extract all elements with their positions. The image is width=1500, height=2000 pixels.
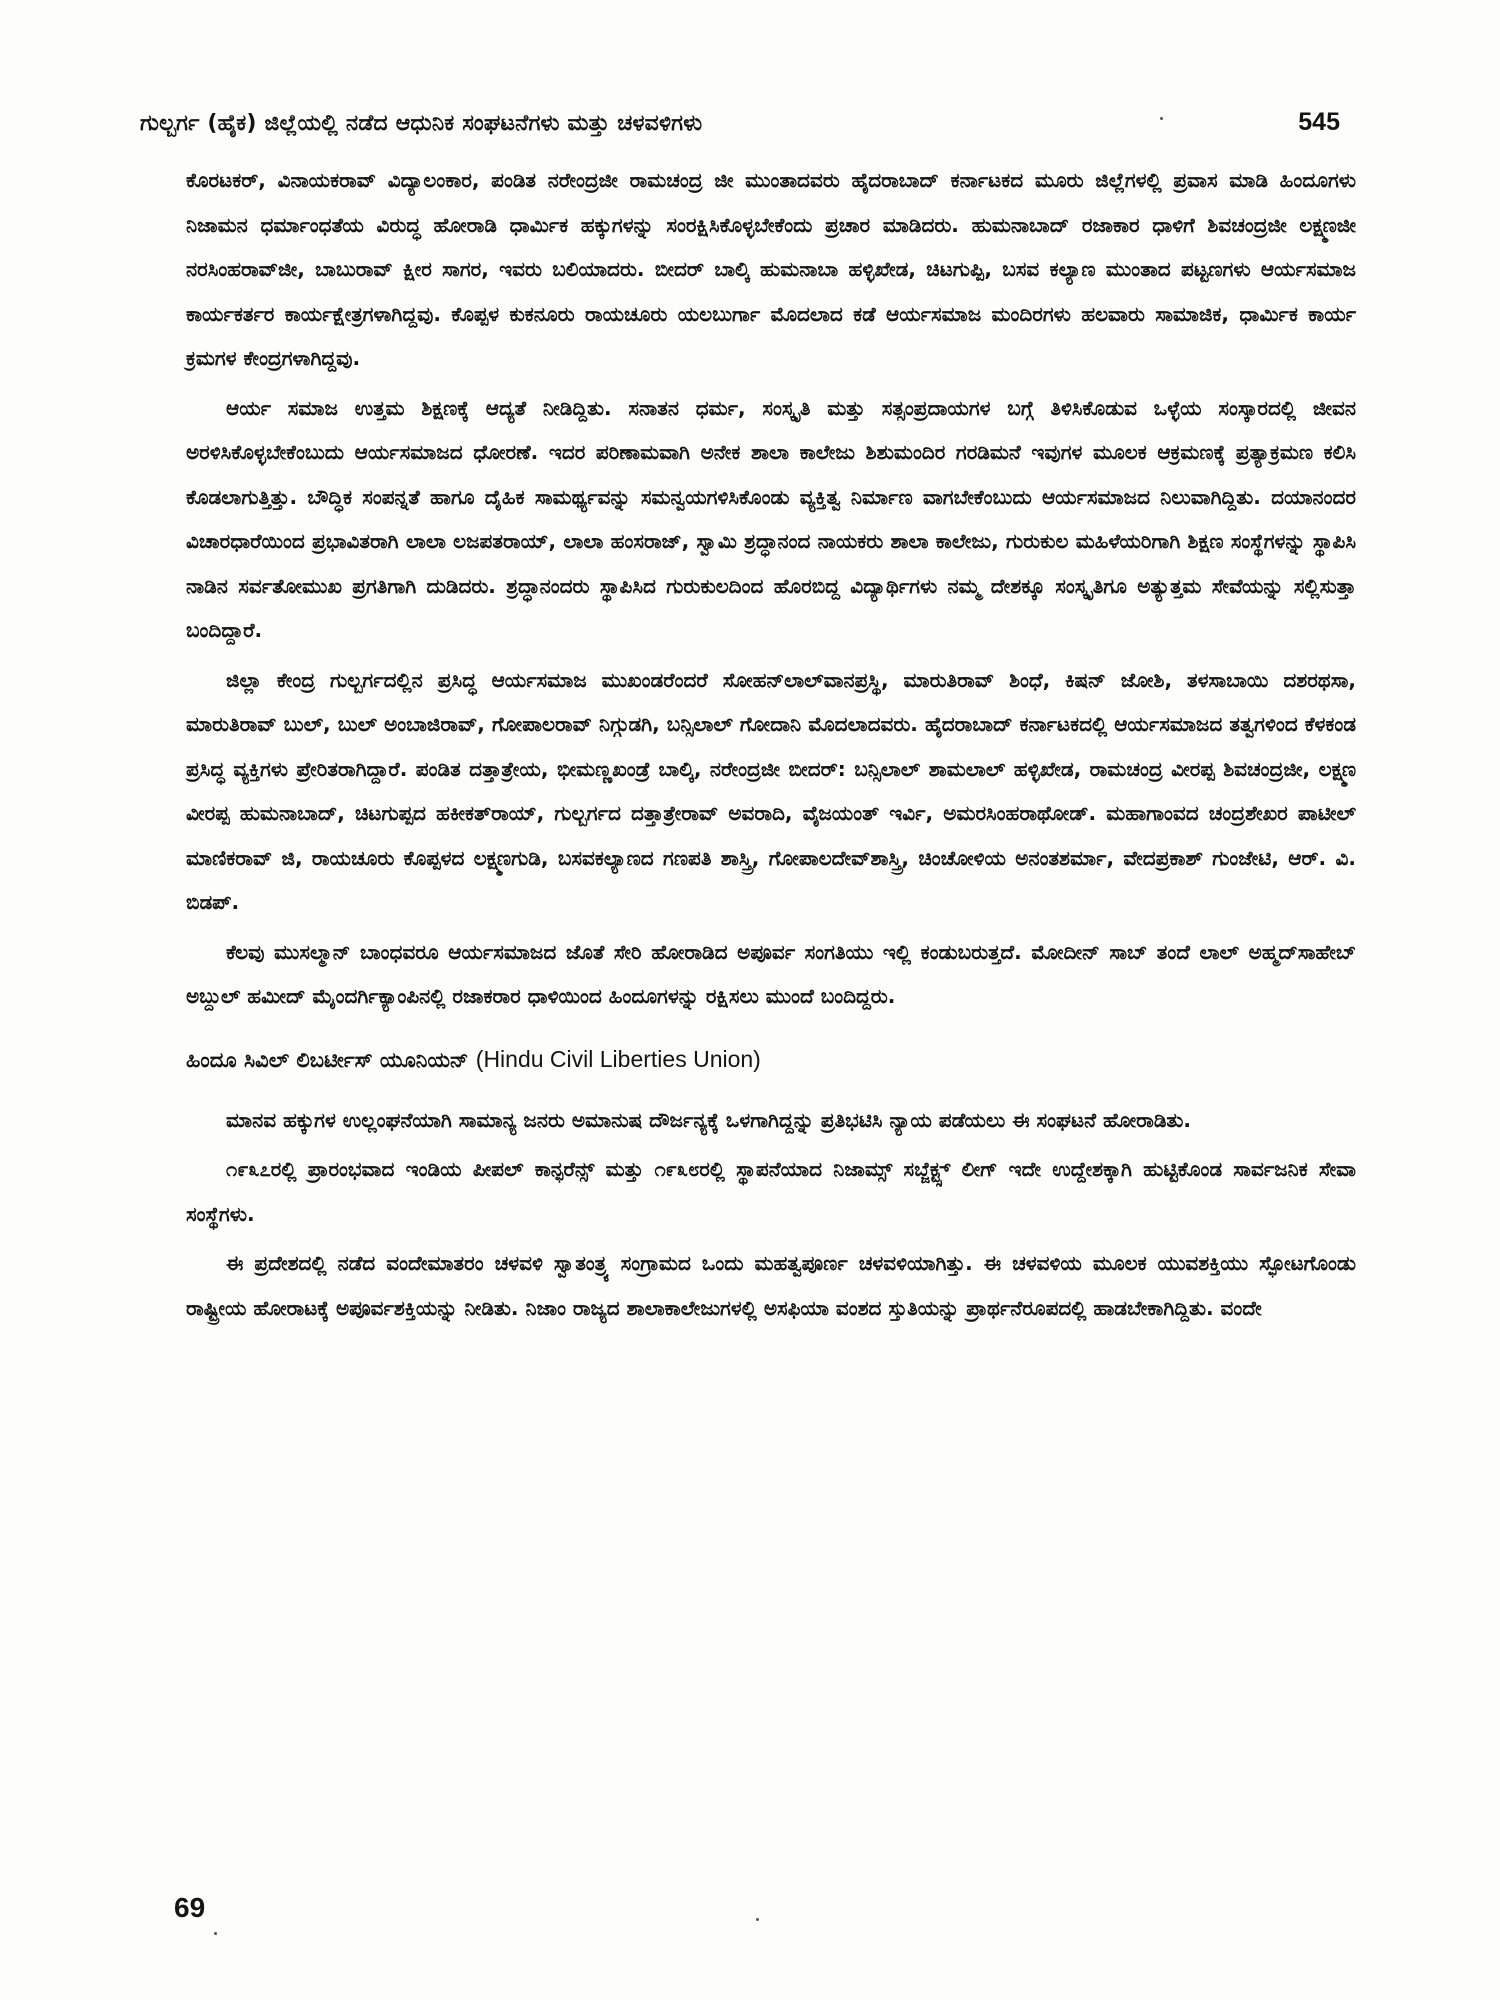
paragraph-3: ಜಿಲ್ಲಾ ಕೇಂದ್ರ ಗುಲ್ಬರ್ಗದಲ್ಲಿನ ಪ್ರಸಿದ್ಧ ಆರ್ಯಸಮಾಜ ಮುಖಂಡರೆಂದರೆ ಸೋಹನ್‌ಲಾಲ್‌ವಾನಪ್ರಸ್ಥಿ, ಮಾರುತಿರಾವ್ ಶಿಂಧೆ, ಕಿಷನ್ ಜೋಶಿ, ತಳಸಾಬಾಯಿ ದಶರಥಸಾ, ಮಾರುತಿರಾವ್ ಬುಲ್, ಬುಲ್ ಅಂಬಾಜಿರಾವ್, ಗೋಪಾಲರಾವ್ ನಿಗ್ಗುಡಗಿ, ಬನ್ಸಿಲಾಲ್ ಗೋದಾನಿ ಮೊದಲಾದವರು. ಹೈದರಾಬಾದ್ ಕರ್ನಾಟಕದಲ್ಲಿ ಆರ್ಯಸಮಾಜದ ತತ್ವಗಳಿಂದ ಕೆಳಕಂಡ ಪ್ರಸಿದ್ಧ ವ್ಯಕ್ತಿಗಳು ಪ್ರೇರಿತರಾಗಿದ್ದಾರೆ. ಪಂಡಿತ ದತ್ತಾತ್ರೇಯ, ಭೀಮಣ್ಣಖಂಡ್ರೆ ಬಾಲ್ಕಿ, ನರೇಂದ್ರಜೀ ಬೀದರ್: ಬನ್ಸಿಲಾಲ್ ಶಾಮಲಾಲ್ ಹಳ್ಳಿಖೇಡ, ರಾಮಚಂದ್ರ ವೀರಪ್ಪ ಶಿವಚಂದ್ರಜೀ, ಲಕ್ಷ್ಮಣ ವೀರಪ್ಪ ಹುಮನಾಬಾದ್, ಚಿಟಗುಪ್ಪದ ಹಕೀಕತ್‌ರಾಯ್, ಗುಲ್ಬರ್ಗದ ದತ್ತಾತ್ರೇರಾವ್ ಅವರಾದಿ, ವೈಜಯಂತ್ ಇರ್ವಿ, ಅಮರಸಿಂಹರಾಥೋಡ್. ಮಹಾಗಾಂವದ ಚಂದ್ರಶೇಖರ ಪಾಟೀಲ್ ಮಾಣಿಕರಾವ್ ಜಿ, ರಾಯಚೂರು ಕೊಪ್ಪಳದ ಲಕ್ಷ್ಮಣಗುಡಿ, ಬಸವಕಲ್ಯಾಣದ ಗಣಪತಿ ಶಾಸ್ತ್ರಿ, ಗೋಪಾಲದೇವ್‌ಶಾಸ್ತ್ರಿ, ಚಿಂಚೋಳಿಯ ಅನಂತಶರ್ಮಾ, ವೇದಪ್ರಕಾಶ್ ಗುಂಜೇಟಿ, ಆರ್. ವಿ. ಬಿಡಪ್. bbox=[186, 667, 1356, 914]
section-paragraph-3: ಈ ಪ್ರದೇಶದಲ್ಲಿ ನಡೆದ ವಂದೇಮಾತರಂ ಚಳವಳಿ ಸ್ವಾತಂತ್ರ್ಯ ಸಂಗ್ರಾಮದ ಒಂದು ಮಹತ್ವಪೂರ್ಣ ಚಳವಳಿಯಾಗಿತ್ತು. ಈ ಚಳವಳಿಯ ಮೂಲಕ ಯುವಶಕ್ತಿಯು ಸ್ಫೋಟಗೊಂಡು ರಾಷ್ಟ್ರೀಯ ಹೋರಾಟಕ್ಕೆ ಅಪೂರ್ವಶಕ್ತಿಯನ್ನು ನೀಡಿತು. ನಿಜಾಂ ರಾಜ್ಯದ ಶಾಲಾಕಾಲೇಜುಗಳಲ್ಲಿ ಅಸಫಿಯಾ ವಂಶದ ಸ್ತುತಿಯನ್ನು ಪ್ರಾರ್ಥನೆರೂಪದಲ್ಲಿ ಹಾಡಬೇಕಾಗಿದ್ದಿತು. ವಂದೇ bbox=[186, 1251, 1356, 1320]
scan-speck bbox=[756, 1918, 759, 1921]
page-number: 545 bbox=[1298, 108, 1340, 136]
folio-number: 69 bbox=[174, 1892, 206, 1923]
scan-speck bbox=[1160, 117, 1163, 120]
section-heading bbox=[186, 1037, 1356, 1082]
section-heading-kannada: ಹಿಂದೂ ಸಿವಿಲ್ ಲಿಬರ್ಟೀಸ್ ಯೂನಿಯನ್ bbox=[186, 1047, 469, 1072]
running-title: ಗುಲ್ಬರ್ಗ (ಹೈಕ) ಜಿಲ್ಲೆಯಲ್ಲಿ ನಡೆದ ಆಧುನಿಕ ಸಂಘಟನೆಗಳು ಮತ್ತು ಚಳವಳಿಗಳು bbox=[140, 111, 703, 136]
section-paragraph-1: ಮಾನವ ಹಕ್ಕುಗಳ ಉಲ್ಲಂಘನೆಯಾಗಿ ಸಾಮಾನ್ಯ ಜನರು ಅಮಾನುಷ ದೌರ್ಜನ್ಯಕ್ಕೆ ಒಳಗಾಗಿದ್ದನ್ನು ಪ್ರತಿಭಟಿಸಿ ನ್ಯಾಯ ಪಡೆಯಲು ಈ ಸಂಘಟನೆ ಹೋರಾಡಿತು. bbox=[226, 1107, 1191, 1132]
section-paragraph-2: ೧೯೩೭ರಲ್ಲಿ ಪ್ರಾರಂಭವಾದ ಇಂಡಿಯ ಪೀಪಲ್ ಕಾನ್ಫರೆನ್ಸ್ ಮತ್ತು ೧೯೩೮ರಲ್ಲಿ ಸ್ಥಾಪನೆಯಾದ ನಿಜಾಮ್ಸ್ ಸಬ್ಜೆಕ್ಟ್ಸ್ ಲೀಗ್ ಇದೇ ಉದ್ದೇಶಕ್ಕಾಗಿ ಹುಟ್ಟಿಕೊಂಡ ಸಾರ್ವಜನಿಕ ಸೇವಾ ಸಂಸ್ಥೆಗಳು. bbox=[186, 1157, 1356, 1226]
paragraph-4: ಕೆಲವು ಮುಸಲ್ಮಾನ್ ಬಾಂಧವರೂ ಆರ್ಯಸಮಾಜದ ಜೊತೆ ಸೇರಿ ಹೋರಾಡಿದ ಅಪೂರ್ವ ಸಂಗತಿಯು ಇಲ್ಲಿ ಕಂಡುಬರುತ್ತದೆ. ಮೋದೀನ್ ಸಾಬ್ ತಂದೆ ಲಾಲ್ ಅಹ್ಮದ್‌ಸಾಹೇಬ್ ಅಬ್ದುಲ್ ಹಮೀದ್ ಮೈಂದರ್ಗಿಕ್ಯಾಂಪಿನಲ್ಲಿ ರಜಾಕರಾರ ಧಾಳಿಯಿಂದ ಹಿಂದೂಗಳನ್ನು ರಕ್ಷಿಸಲು ಮುಂದೆ ಬಂದಿದ್ದರು. bbox=[186, 939, 1356, 1008]
paragraph-1: ಕೊರಟಕರ್, ವಿನಾಯಕರಾವ್ ವಿದ್ಯಾಲಂಕಾರ, ಪಂಡಿತ ನರೇಂದ್ರಜೀ ರಾಮಚಂದ್ರ ಜೀ ಮುಂತಾದವರು ಹೈದರಾಬಾದ್ ಕರ್ನಾಟಕದ ಮೂರು ಜಿಲ್ಲೆಗಳಲ್ಲಿ ಪ್ರವಾಸ ಮಾಡಿ ಹಿಂದೂಗಳು ನಿಜಾಮನ ಧರ್ಮಾಂಧತೆಯ ವಿರುದ್ಧ ಹೋರಾಡಿ ಧಾರ್ಮಿಕ ಹಕ್ಕುಗಳನ್ನು ಸಂರಕ್ಷಿಸಿಕೊಳ್ಳಬೇಕೆಂದು ಪ್ರಚಾರ ಮಾಡಿದರು. ಹುಮನಾಬಾದ್ ರಜಾಕಾರ ಧಾಳಿಗೆ ಶಿವಚಂದ್ರಜೀ ಲಕ್ಷ್ಮಣಜೀ ನರಸಿಂಹರಾವ್‌ಜೀ, ಬಾಬುರಾವ್ ಕ್ಷೀರ ಸಾಗರ, ಇವರು ಬಲಿಯಾದರು. ಬೀದರ್ ಬಾಲ್ಕಿ ಹುಮನಾಬಾ ಹಳ್ಳಿಖೇಡ, ಚಿಟಗುಪ್ಪಿ, ಬಸವ ಕಲ್ಯಾಣ ಮುಂತಾದ ಪಟ್ಟಣಗಳು ಆರ್ಯಸಮಾಜ ಕಾರ್ಯಕರ್ತರ ಕಾರ್ಯಕ್ಷೇತ್ರಗಳಾಗಿದ್ದವು. ಕೊಪ್ಪಳ ಕುಕನೂರು ರಾಯಚೂರು ಯಲಬುರ್ಗಾ ಮೊದಲಾದ ಕಡೆ ಆರ್ಯಸಮಾಜ ಮಂದಿರಗಳು ಹಲವಾರು ಸಾಮಾಜಿಕ, ಧಾರ್ಮಿಕ ಕಾರ್ಯ ಕ್ರಮಗಳ ಕೇಂದ್ರಗಳಾಗಿದ್ದವು. bbox=[186, 168, 1356, 370]
section-heading-english: (Hindu Civil Liberties Union) bbox=[475, 1045, 761, 1072]
scan-speck bbox=[214, 1932, 217, 1935]
running-header bbox=[140, 108, 1340, 148]
body-text bbox=[186, 158, 1356, 1330]
paragraph-2: ಆರ್ಯ ಸಮಾಜ ಉತ್ತಮ ಶಿಕ್ಷಣಕ್ಕೆ ಆದ್ಯತೆ ನೀಡಿದ್ದಿತು. ಸನಾತನ ಧರ್ಮ, ಸಂಸ್ಕೃತಿ ಮತ್ತು ಸತ್ಸಂಪ್ರದಾಯಗಳ ಬಗ್ಗೆ ತಿಳಿಸಿಕೊಡುವ ಒಳ್ಳೆಯ ಸಂಸ್ಕಾರದಲ್ಲಿ ಜೀವನ ಅರಳಿಸಿಕೊಳ್ಳಬೇಕೆಂಬುದು ಆರ್ಯಸಮಾಜದ ಧೋರಣೆ. ಇದರ ಪರಿಣಾಮವಾಗಿ ಅನೇಕ ಶಾಲಾ ಕಾಲೇಜು ಶಿಶುಮಂದಿರ ಗರಡಿಮನೆ ಇವುಗಳ ಮೂಲಕ ಆಕ್ರಮಣಕ್ಕೆ ಪ್ರತ್ಯಾಕ್ರಮಣ ಕಲಿಸಿ ಕೊಡಲಾಗುತ್ತಿತ್ತು. ಬೌದ್ಧಿಕ ಸಂಪನ್ನತೆ ಹಾಗೂ ದೈಹಿಕ ಸಾಮರ್ಥ್ಯವನ್ನು ಸಮನ್ವಯಗಳಿಸಿಕೊಂಡು ವ್ಯಕ್ತಿತ್ವ ನಿರ್ಮಾಣ ವಾಗಬೇಕೆಂಬುದು ಆರ್ಯಸಮಾಜದ ನಿಲುವಾಗಿದ್ದಿತು. ದಯಾನಂದರ ವಿಚಾರಧಾರೆಯಿಂದ ಪ್ರಭಾವಿತರಾಗಿ ಲಾಲಾ ಲಜಪತರಾಯ್, ಲಾಲಾ ಹಂಸರಾಜ್, ಸ್ವಾಮಿ ಶ್ರದ್ಧಾನಂದ ನಾಯಕರು ಶಾಲಾ ಕಾಲೇಜು, ಗುರುಕುಲ ಮಹಿಳೆಯರಿಗಾಗಿ ಶಿಕ್ಷಣ ಸಂಸ್ಥೆಗಳನ್ನು ಸ್ಥಾಪಿಸಿ ನಾಡಿನ ಸರ್ವತೋಮುಖ ಪ್ರಗತಿಗಾಗಿ ದುಡಿದರು. ಶ್ರದ್ಧಾನಂದರು ಸ್ಥಾಪಿಸಿದ ಗುರುಕುಲದಿಂದ ಹೊರಬಿದ್ದ ವಿದ್ಯಾರ್ಥಿಗಳು ನಮ್ಮ ದೇಶಕ್ಕೂ ಸಂಸ್ಕೃತಿಗೂ ಅತ್ಯುತ್ತಮ ಸೇವೆಯನ್ನು ಸಲ್ಲಿಸುತ್ತಾ ಬಂದಿದ್ದಾರೆ. bbox=[186, 395, 1356, 642]
